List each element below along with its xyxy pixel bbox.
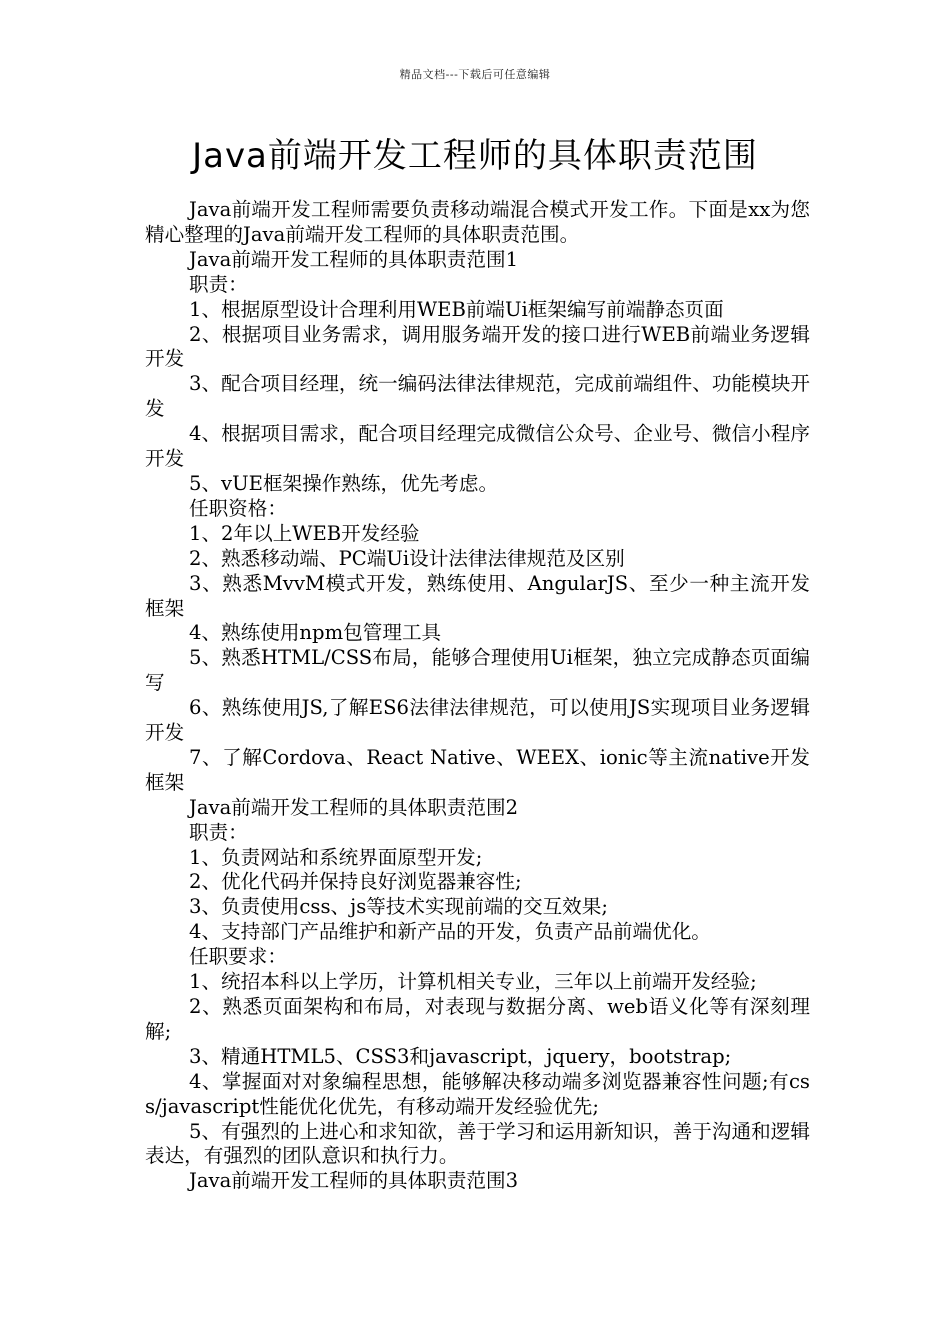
- list-item: 4、支持部门产品维护和新产品的开发，负责产品前端优化。: [189, 920, 711, 944]
- list-item: 5、有强烈的上进心和求知欲，善于学习和运用新知识，善于沟通和逻辑表达，有强烈的团队意识和执行力。: [145, 1119, 810, 1168]
- list-item: 1、统招本科以上学历，计算机相关专业，三年以上前端开发经验;: [189, 970, 757, 994]
- document-title: Java前端开发工程师的具体职责范围: [192, 136, 758, 176]
- list-item: 3、熟悉MvvM模式开发，熟练使用、AngularJS、至少一种主流开发框架: [145, 571, 810, 620]
- document-body: [145, 198, 810, 1194]
- section-heading-1: Java前端开发工程师的具体职责范围1: [189, 247, 519, 271]
- list-item: 4、熟练使用npm包管理工具: [189, 621, 442, 645]
- subheading-qualifications: 任职资格：: [189, 496, 287, 520]
- list-item: 6、熟练使用JS,了解ES6法律法律规范，可以使用JS实现项目业务逻辑开发: [145, 696, 810, 745]
- list-item: 3、负责使用css、js等技术实现前端的交互效果;: [189, 895, 608, 919]
- list-item: 7、了解Cordova、React Native、WEEX、ionic等主流native开发框架: [145, 745, 810, 794]
- list-item: 3、配合项目经理，统一编码法律法律规范，完成前端组件、功能模块开发: [145, 372, 810, 421]
- list-item: 4、根据项目需求，配合项目经理完成微信公众号、企业号、微信小程序开发: [145, 422, 810, 471]
- subheading-duties: 职责：: [189, 820, 248, 844]
- list-item: 3、精通HTML5、CSS3和javascript，jquery，bootstrap;: [189, 1044, 732, 1068]
- page-header: 精品文档---下载后可任意编辑: [399, 68, 551, 81]
- list-item: 1、负责网站和系统界面原型开发;: [189, 845, 483, 869]
- list-item: 2、根据项目业务需求，调用服务端开发的接口进行WEB前端业务逻辑开发: [145, 322, 810, 371]
- list-item: 2、熟悉页面架构和布局，对表现与数据分离、web语义化等有深刻理解;: [145, 995, 810, 1043]
- list-item: 5、vUE框架操作熟练，优先考虑。: [189, 471, 499, 495]
- list-item: 2、优化代码并保持良好浏览器兼容性;: [189, 870, 522, 894]
- list-item: 1、根据原型设计合理利用WEB前端Ui框架编写前端静态页面: [189, 297, 724, 321]
- list-item: 4、掌握面对对象编程思想，能够解决移动端多浏览器兼容性问题;有css/javascript性能优化优先，有移动端开发经验优先;: [145, 1069, 810, 1118]
- subheading-requirements: 任职要求：: [189, 945, 287, 969]
- list-item: 2、熟悉移动端、PC端Ui设计法律法律规范及区别: [189, 546, 625, 570]
- subheading-duties: 职责：: [189, 272, 248, 296]
- section-heading-3: Java前端开发工程师的具体职责范围3: [189, 1169, 519, 1193]
- intro-paragraph: Java前端开发工程师需要负责移动端混合模式开发工作。下面是xx为您精心整理的Java前端开发工程师的具体职责范围。: [145, 198, 810, 246]
- section-heading-2: Java前端开发工程师的具体职责范围2: [189, 795, 519, 819]
- list-item: 1、2年以上WEB开发经验: [189, 521, 420, 545]
- list-item: 5、熟悉HTML/CSS布局，能够合理使用Ui框架，独立完成静态页面编写: [145, 646, 810, 695]
